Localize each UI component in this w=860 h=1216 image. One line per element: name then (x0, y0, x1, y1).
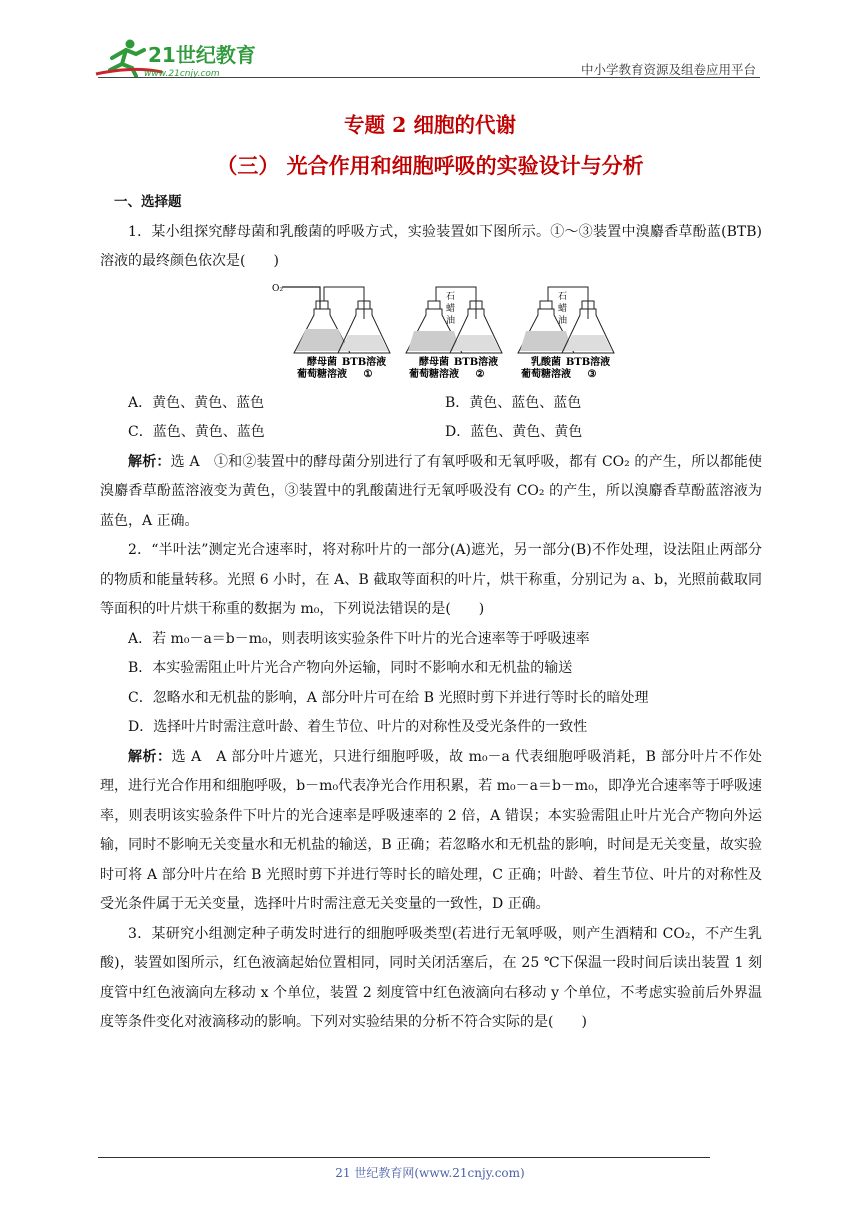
q2-stem: 2．“半叶法”测定光合速率时，将对称叶片的一部分(A)遮光，另一部分(B)不作处理，设法阻止两部分的物质和能量转移。光照 6 小时，在 A、B 截取等面积的叶片，烘干称重，分别记为 a、b，光照前截取同等面积的叶片烘干称重的数据为 m₀，下列说法错误的是( ) (100, 542, 762, 617)
q1-stem: 1．某小组探究酵母菌和乳酸菌的呼吸方式，实验装置如下图所示。①～③装置中溴麝香草酚蓝(BTB)溶液的最终颜色依次是( ) (100, 223, 762, 269)
analysis-label: 解析： (128, 453, 171, 470)
label-num-3: ③ (587, 368, 597, 380)
o2-label: O₂ (272, 283, 283, 294)
q1-analysis-text: 选 A ①和②装置中的酵母菌分别进行了有氧呼吸和无氧呼吸，都有 CO₂ 的产生，所以都能使溴麝香草酚蓝溶液变为黄色，③装置中的乳酸菌进行无氧呼吸没有 CO₂ 的产生，所以溴麝香草酚蓝溶液为蓝色，A 正确。 (100, 453, 763, 529)
paraffin-label-1c: 油 (446, 315, 456, 326)
label-lactic: 乳酸菌 (531, 356, 561, 368)
q1-analysis (100, 448, 762, 537)
q3-stem: 3．某研究小组测定种子萌发时进行的细胞呼吸类型(若进行无氧呼吸，则产生酒精和 CO₂，不产生乳酸)，装置如图所示，红色液滴起始位置相同，同时关闭活塞后，在 25 ℃下保温一段时间后读出装置 1 刻度管中红色液滴向左移动 x 个单位，装置 2 刻度管中红色液滴向右移动 y 个单位，不考虑实验前后外界温度等条件变化对液滴移动的影响。下列对实验结果的分析不符合实际的是( ) (100, 925, 762, 1030)
analysis-label: 解析： (128, 748, 172, 765)
label-glucose-1: 葡萄糖溶液 (297, 368, 347, 380)
footer-divider (98, 1157, 710, 1158)
apparatus-3 (518, 287, 614, 353)
q1-option-b: B．黄色、蓝色、蓝色 (445, 394, 582, 411)
q1-options-row1 (100, 389, 762, 419)
logo-url: www.21cnjy.com (144, 69, 220, 79)
platform-name: 中小学教育资源及组卷应用平台 (580, 62, 756, 77)
label-num-1: ① (363, 368, 373, 380)
q1-options-row2 (100, 418, 762, 448)
paraffin-label-1a: 石 (446, 291, 456, 302)
paraffin-label-2c: 油 (558, 315, 568, 326)
footer-text[interactable]: 21 世纪教育网(www.21cnjy.com) (335, 1166, 525, 1180)
page-subtitle: （三） 光合作用和细胞呼吸的实验设计与分析 (216, 153, 644, 178)
q1-option-a: A．黄色、黄色、蓝色 (128, 394, 265, 411)
header-divider (98, 77, 760, 78)
paraffin-label-1b: 蜡 (446, 303, 456, 314)
apparatus-1 (294, 287, 390, 353)
paraffin-label-2a: 石 (558, 291, 568, 302)
q1-figure-labels2 (100, 368, 762, 389)
q2-option-c: C．忽略水和无机盐的影响，A 部分叶片可在给 B 光照时剪下并进行等时长的暗处理 (128, 689, 649, 706)
document-body (100, 188, 762, 1038)
q2-analysis (100, 743, 762, 920)
q2-option-a: A．若 m₀－a＝b－m₀，则表明该实验条件下叶片的光合速率等于呼吸速率 (128, 630, 590, 647)
q2-option-d: D．选择叶片时需注意叶龄、着生节位、叶片的对称性及受光条件的一致性 (128, 719, 588, 735)
label-glucose-2: 葡萄糖溶液 (409, 368, 459, 380)
label-yeast-2: 酵母菌 (419, 356, 449, 368)
label-num-2: ② (475, 368, 485, 380)
q2-option-b: B．本实验需阻止叶片光合产物向外运输，同时不影响水和无机盐的输送 (128, 660, 573, 676)
label-btb-2: BTB溶液 (453, 356, 499, 368)
q1-option-c: C．蓝色、黄色、蓝色 (128, 424, 265, 440)
apparatus-2 (406, 287, 502, 353)
section-heading: 一、选择题 (114, 194, 182, 210)
label-btb-3: BTB溶液 (565, 356, 611, 368)
label-glucose-3: 葡萄糖溶液 (521, 368, 571, 380)
q1-figure (100, 279, 762, 371)
label-yeast-1: 酵母菌 (307, 356, 337, 368)
page-title: 专题 2 细胞的代谢 (343, 113, 517, 137)
apparatus-diagram (268, 279, 628, 371)
site-logo (92, 36, 262, 80)
label-btb-1: BTB溶液 (341, 356, 387, 368)
q2-analysis-text: 选 A A 部分叶片遮光，只进行细胞呼吸，故 m₀－a 代表细胞呼吸消耗，B 部分叶片不作处理，进行光合作用和细胞呼吸，b－m₀代表净光合作用积累，若 m₀－a＝b－m₀，即净光合速率等于呼吸速率，则表明该实验条件下叶片的光合速率是呼吸速率的 2 倍，A 错误；本实验需阻止叶片光合产物向外运输，同时不影响无关变量水和无机盐的输送，B 正确；若忽略水和无机盐的影响，时间是无关变量，故实验时可将 A 部分叶片在给 B 光照时剪下并进行等时长的暗处理，C 正确；叶龄、着生节位、叶片的对称性及受光条件属于无关变量，选择叶片时需注意无关变量的一致性，D 正确。 (100, 748, 762, 912)
paraffin-label-2b: 蜡 (558, 303, 568, 314)
logo-text: 21世纪教育 (148, 43, 256, 67)
q1-option-d: D．蓝色、黄色、黄色 (445, 424, 583, 440)
